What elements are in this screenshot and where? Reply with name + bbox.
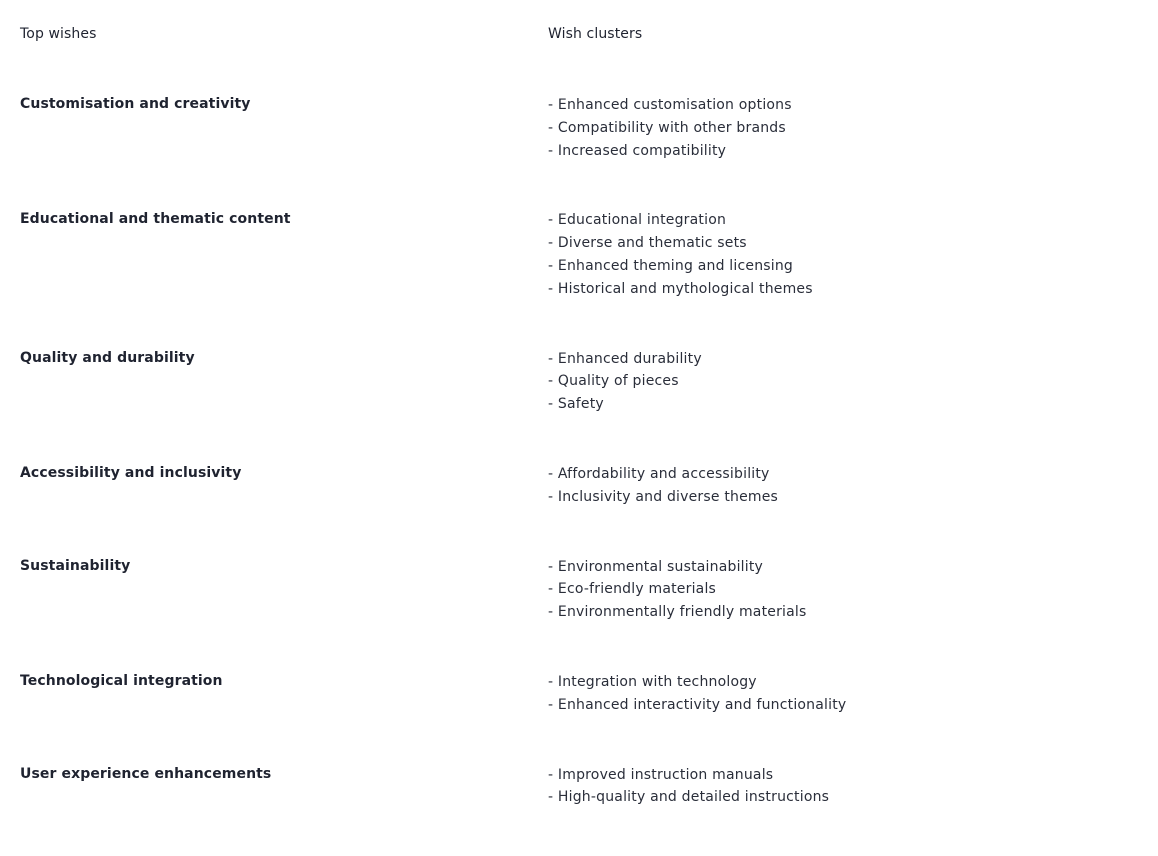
cluster-item: - Educational integration: [548, 209, 1140, 232]
cluster-item: - Enhanced interactivity and functionality: [548, 694, 1140, 717]
cluster-item: - Enhanced durability: [548, 348, 1140, 371]
wish-title: Educational and thematic content: [20, 211, 291, 228]
table-header: [20, 24, 1140, 94]
table-row: [20, 94, 1140, 209]
wish-title: Accessibility and inclusivity: [20, 464, 242, 481]
cluster-item: - Eco-friendly materials: [548, 578, 1140, 601]
cluster-item: - Quality of pieces: [548, 370, 1140, 393]
wish-clusters: [548, 209, 1140, 300]
cluster-list: [548, 94, 1140, 162]
cluster-list: [548, 463, 1140, 509]
table-row: [20, 556, 1140, 671]
table-row: [20, 671, 1140, 764]
wish-clusters: [548, 764, 1140, 810]
wish-table: [20, 24, 1140, 856]
cluster-list: [548, 671, 1140, 717]
table-row: [20, 764, 1140, 856]
cluster-item: - Diverse and thematic sets: [548, 232, 1140, 255]
cluster-item: - Integration with technology: [548, 671, 1140, 694]
cluster-item: - Compatibility with other brands: [548, 117, 1140, 140]
wish-title: Customisation and creativity: [20, 96, 251, 112]
wish-title: User experience enhancements: [20, 765, 272, 782]
cluster-item: - Environmental sustainability: [548, 556, 1140, 579]
table-row: [20, 348, 1140, 463]
cluster-item: - High-quality and detailed instructions: [548, 786, 1140, 809]
table-body: [20, 94, 1140, 856]
header-top-wishes: Top wishes: [20, 26, 97, 42]
header-wish-clusters: Wish clusters: [548, 26, 643, 42]
wish-clusters: [548, 348, 1140, 416]
cluster-item: - Affordability and accessibility: [548, 463, 1140, 486]
cluster-item: - Increased compatibility: [548, 140, 1140, 163]
cluster-item: - Inclusivity and diverse themes: [548, 486, 1140, 509]
table-row: [20, 463, 1140, 556]
cluster-item: - Enhanced customisation options: [548, 94, 1140, 117]
cluster-item: - Enhanced theming and licensing: [548, 255, 1140, 278]
wish-title: Technological integration: [20, 672, 223, 689]
cluster-list: [548, 348, 1140, 416]
wish-clusters: [548, 556, 1140, 624]
wish-clusters: [548, 463, 1140, 509]
cluster-list: [548, 556, 1140, 624]
cluster-list: [548, 764, 1140, 810]
wish-clusters: [548, 94, 1140, 162]
wish-clusters: [548, 671, 1140, 717]
cluster-item: - Improved instruction manuals: [548, 764, 1140, 787]
table-row: [20, 209, 1140, 347]
wish-title: Sustainability: [20, 557, 131, 574]
wish-title: Quality and durability: [20, 349, 195, 366]
cluster-item: - Safety: [548, 393, 1140, 416]
cluster-item: - Historical and mythological themes: [548, 278, 1140, 301]
cluster-item: - Environmentally friendly materials: [548, 601, 1140, 624]
cluster-list: [548, 209, 1140, 300]
